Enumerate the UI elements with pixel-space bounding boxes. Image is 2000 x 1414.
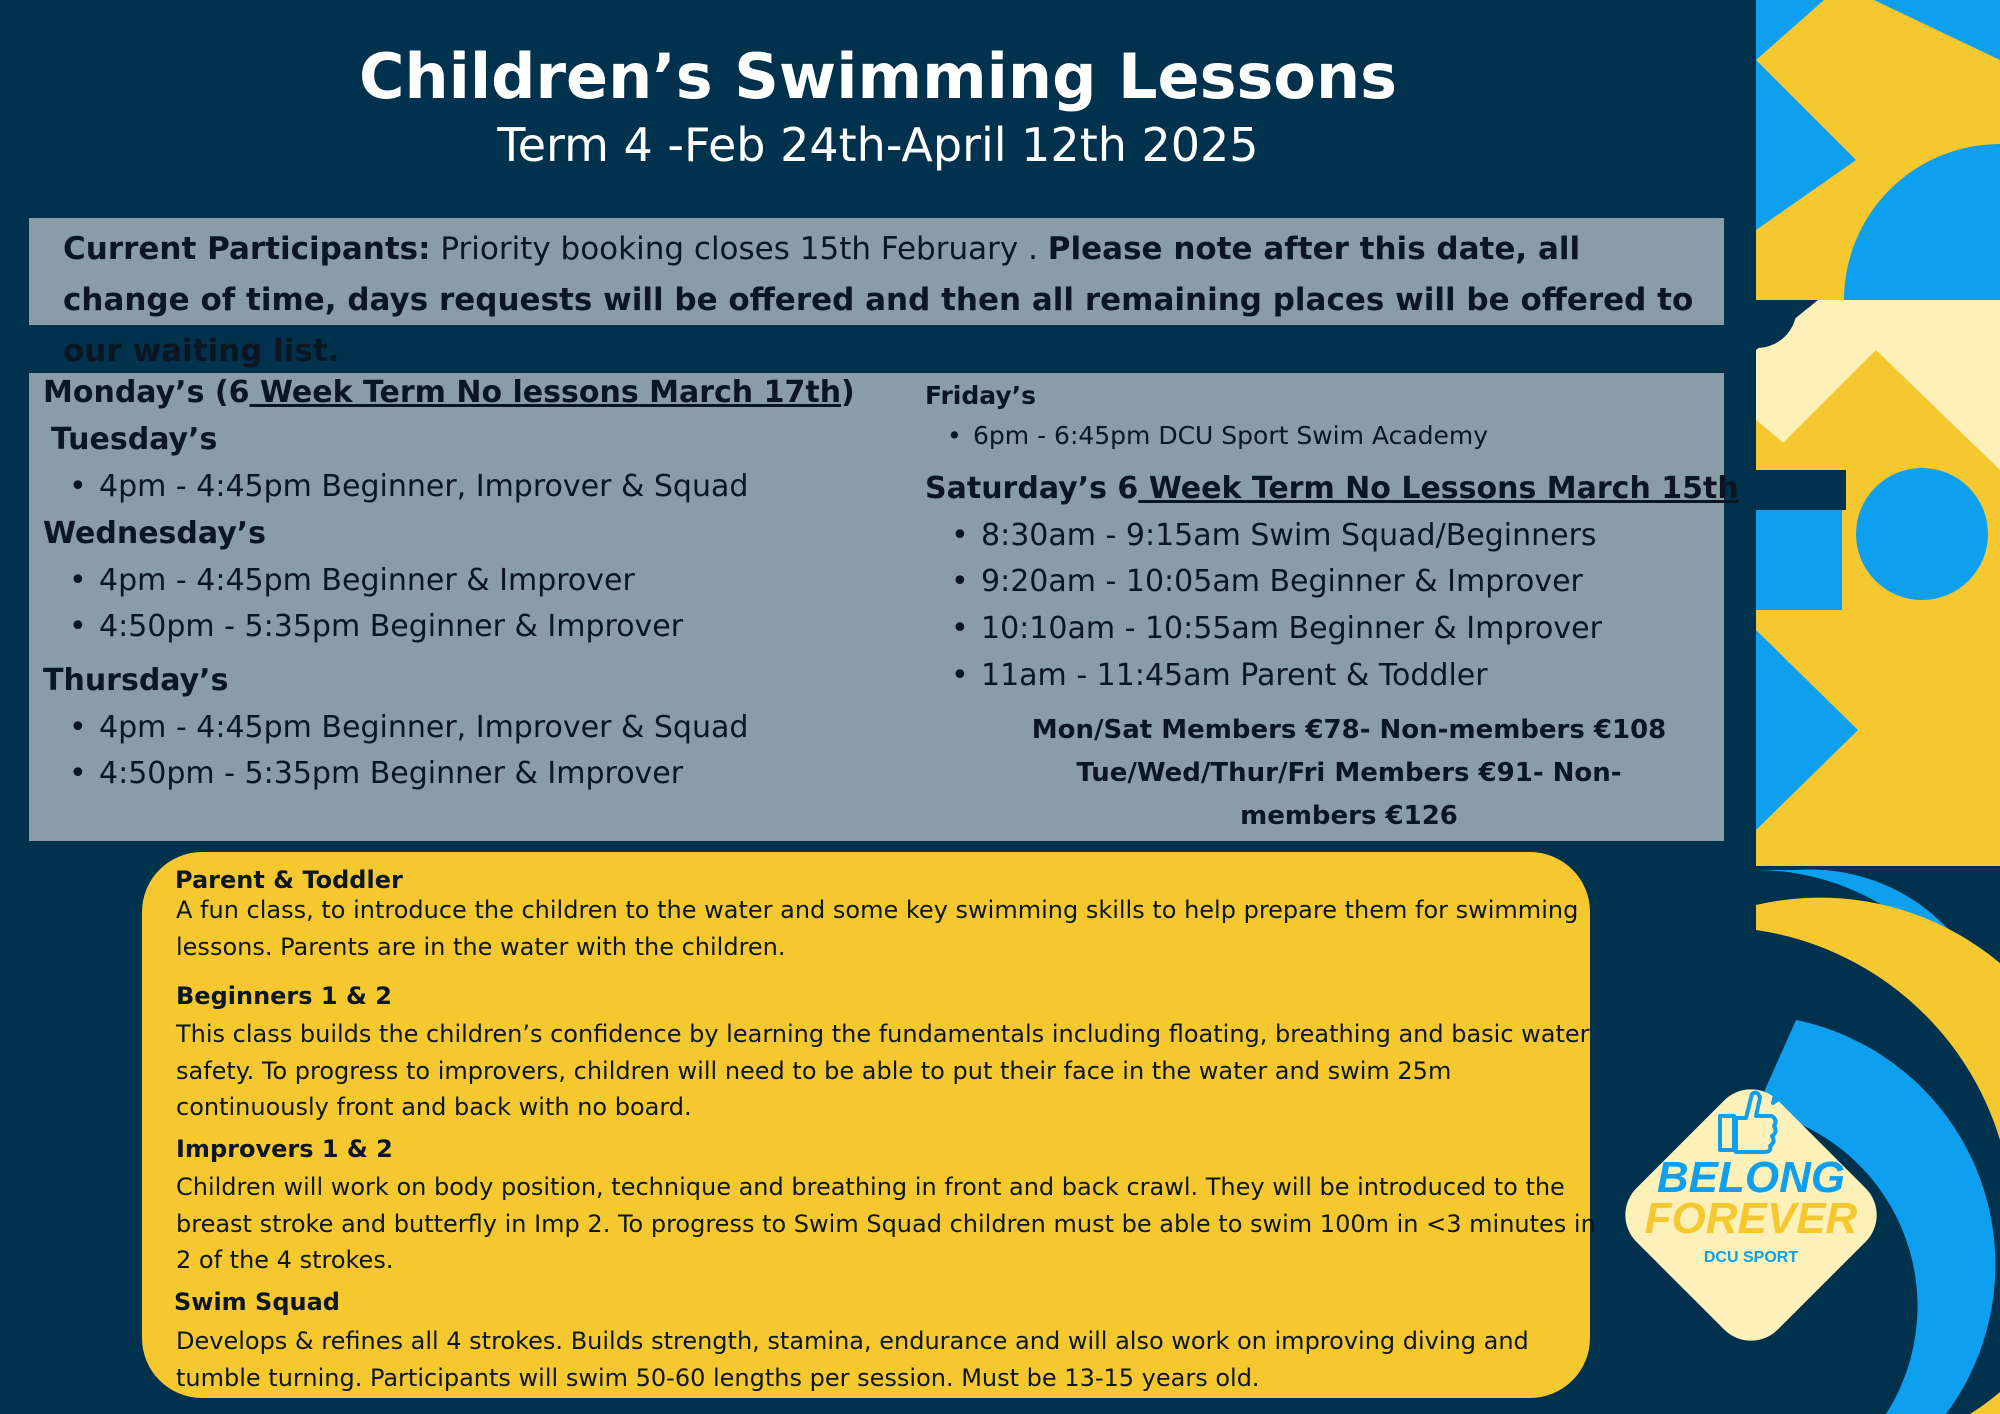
- notice-bold-text: Please note after this date, all change of time, days requests will be offered and then all remaining places will be offered to our waiting list.: [63, 231, 1694, 369]
- saturday-slot: • 9:20am - 10:05am Beginner & Improver: [981, 562, 1583, 602]
- class-description: This class builds the children’s confidence by learning the fundamentals including floating, breathing and basic water safety. To progress to improvers, children will need to be able to put their face in the water and swim 25m continuously front and back with no board.: [176, 1020, 1590, 1121]
- price-line: members €126: [1240, 801, 1458, 831]
- price-line: Mon/Sat Members €78- Non-members €108: [1031, 715, 1667, 745]
- badge-brand-dcu: DCU: [1703, 1249, 1739, 1266]
- thursday-slot: • 4:50pm - 5:35pm Beginner & Improver: [99, 754, 683, 794]
- wednesday-slot: • 4:50pm - 5:35pm Beginner & Improver: [99, 607, 683, 647]
- belong-forever-badge: [1596, 1060, 1906, 1370]
- tuesday-slot: • 4pm - 4:45pm Beginner, Improver & Squad: [99, 467, 748, 507]
- badge-line-forever: FOREVER: [1644, 1194, 1858, 1243]
- badge-brand: [1704, 1249, 1798, 1266]
- friday-slot: • 6pm - 6:45pm DCU Sport Swim Academy: [973, 416, 1488, 456]
- saturday-heading: [925, 469, 1739, 509]
- class-description: A fun class, to introduce the children to the water and some key swimming skills to help prepare them for swimming lessons. Parents are in the water with the children.: [176, 896, 1579, 961]
- page-title: Children’s Swimming Lessons: [358, 40, 1398, 113]
- notice-label: Current Participants:: [63, 231, 431, 267]
- schedule-panel: [29, 373, 1739, 841]
- wednesday-slot: • 4pm - 4:45pm Beginner & Improver: [99, 561, 635, 601]
- monday-close: ): [841, 375, 855, 410]
- pricing: [934, 709, 1764, 838]
- tuesday-heading: Tuesday’s: [51, 422, 218, 457]
- class-title: Improvers 1 & 2: [176, 1135, 393, 1163]
- badge-brand-sport: SPORT: [1743, 1249, 1799, 1266]
- notice-text: Priority booking closes 15th February .: [430, 231, 1048, 267]
- class-title: Parent & Toddler: [175, 866, 403, 894]
- thursday-heading: Thursday’s: [43, 663, 229, 698]
- term-dates: Term 4 -Feb 24th-April 12th 2025: [497, 118, 1259, 172]
- class-descriptions: [142, 852, 1596, 1398]
- class-description: Children will work on body position, technique and breathing in front and back crawl. They will be introduced to the breast stroke and butterfly in Imp 2. To progress to Swim Squad children must be able to swim 100m in <3 minutes in 2 of the 4 strokes.: [176, 1173, 1596, 1274]
- saturday-slot: • 11am - 11:45am Parent & Toddler: [981, 656, 1488, 696]
- class-title: Swim Squad: [174, 1288, 340, 1316]
- badge-line-belong: BELONG: [1656, 1153, 1846, 1202]
- saturday-slot: • 8:30am - 9:15am Swim Squad/Beginners: [981, 516, 1597, 556]
- thursday-slot: • 4pm - 4:45pm Beginner, Improver & Squad: [99, 708, 748, 748]
- monday-title: Monday’s (6: [43, 375, 250, 410]
- class-title: Beginners 1 & 2: [176, 982, 392, 1010]
- class-description: Develops & refines all 4 strokes. Builds strength, stamina, endurance and will also work on improving diving and tumble turning. Participants will swim 50-60 lengths per session. Must be 13-15 years old.: [176, 1327, 1529, 1392]
- saturday-term-note: Week Term No Lessons March 15th: [1138, 471, 1739, 506]
- saturday-title: Saturday’s 6: [925, 471, 1139, 506]
- price-line: Tue/Wed/Thur/Fri Members €91- Non-: [1076, 758, 1622, 788]
- saturday-slot: • 10:10am - 10:55am Beginner & Improver: [981, 609, 1602, 649]
- wednesday-heading: Wednesday’s: [43, 516, 267, 551]
- monday-heading: [43, 373, 855, 413]
- priority-booking-notice: [29, 218, 1724, 369]
- friday-heading: Friday’s: [925, 381, 1037, 410]
- monday-term-note: Week Term No lessons March 17th: [249, 375, 842, 410]
